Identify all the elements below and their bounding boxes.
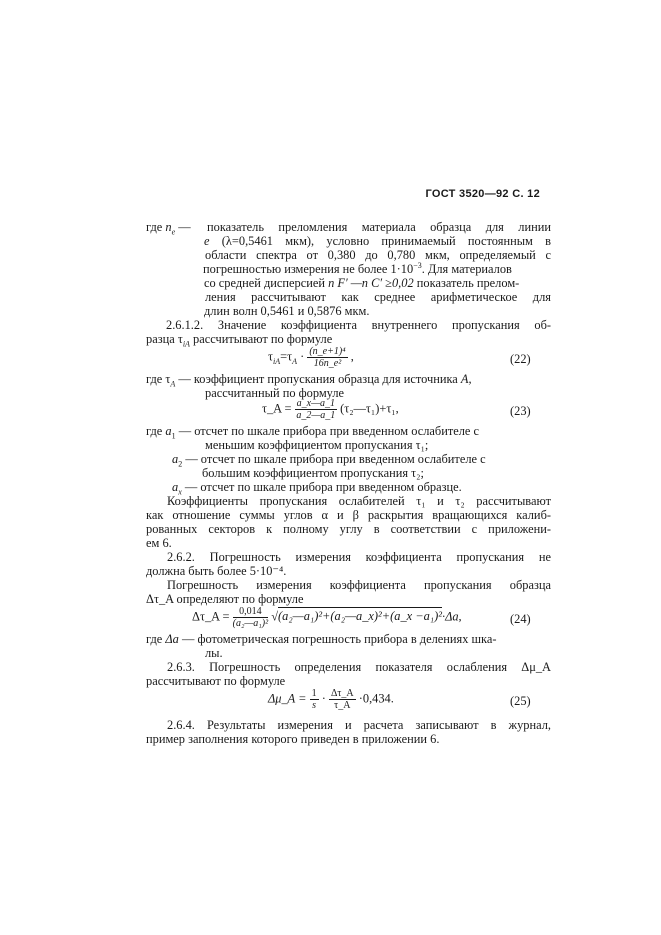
section-262-line-1: 2.6.2. Погрешность измерения коэффициента пропускания не [167, 550, 551, 564]
coeffs-line-1: Коэффициенты пропускания ослабителей τ₁ и τ₂ рассчитывают [167, 494, 551, 508]
where-ax-line-1: $a_x$ — отсчет по шкале прибора при введенном образце. [172, 480, 462, 497]
where-a1-line-1: где $a_1$ — отсчет по шкале прибора при введенном ослабителе с [146, 424, 480, 441]
section-2612-line-2: разца $\tau_{iA}$ рассчитывают по формуле [146, 332, 333, 349]
section-264-line-1: 2.6.4. Результаты измерения и расчета записывают в журнал, [167, 718, 551, 732]
where-ne-label: где $n_e$ — [146, 220, 191, 237]
section-262-line-3: Погрешность измерения коэффициента пропускания образца [167, 578, 551, 592]
coeffs-line-4: ем 6. [146, 536, 172, 550]
equation-25: Δμ_A = $\frac{1}{s}$ · $\frac{\Delta\tau\_A}{\tau\_A}$ ·0,434. [268, 688, 394, 711]
ne-line-6: ления рассчитывают как среднее арифметическое для [205, 290, 551, 304]
section-262-line-2: должна быть более 5·10⁻⁴. [146, 564, 287, 578]
sqrt-sign-icon: √ [271, 609, 279, 624]
section-2612-line-1: 2.6.1.2. Значение коэффициента внутреннего пропускания об- [166, 318, 551, 332]
equation-22: $\tau_{iA}=\tau_A$ · $\frac{\text{(n\_e+1)⁴}}{\text{16n\_e²}}$ , [268, 346, 354, 369]
ne-line-7: длин волн 0,5461 и 0,5876 мкм. [204, 304, 370, 318]
ne-line-2: e (λ=0,5461 мкм), условно принимаемый постоянным в [204, 234, 551, 248]
where-tauA-line-2: рассчитанный по формуле [205, 386, 345, 400]
equation-number-22: (22) [510, 352, 531, 366]
running-header: ГОСТ 3520—92 С. 12 [425, 188, 540, 200]
section-262-line-4: Δτ_A определяют по формуле [146, 592, 304, 606]
equation-number-25: (25) [510, 694, 531, 708]
ne-line-4: погрешностью измерения не более $1\cdot 10^{-3}$. Для материалов [203, 260, 512, 276]
coeffs-line-3: рованных секторов к полному углу в соответствии с приложени- [146, 522, 551, 536]
symbol-ne: $n_e$ [165, 220, 176, 237]
section-263-line-1: 2.6.3. Погрешность определения показателя ослабления Δμ_A [167, 660, 551, 674]
ne-line-5: со средней дисперсией n F′ —n C′ ≥0,02 показатель прелом- [204, 276, 520, 290]
equation-23: τ_A = $\frac{a\_x—a\_1}{a\_2—a\_1}$ (τ₂—τ₁)+τ₁, [262, 398, 399, 421]
section-264-line-2: пример заполнения которого приведен в приложении 6. [146, 732, 440, 746]
equation-number-23: (23) [510, 404, 531, 418]
ne-line-3: области спектра от 0,380 до 0,780 мкм, определяемый с [205, 248, 551, 262]
where-tauA-line-1: где $\tau_A$ — коэффициент пропускания образца для источника A, [146, 372, 472, 389]
ne-line-1: показатель преломления материала образца для линии [207, 220, 551, 234]
equation-24: Δτ_A = $\frac{0,014}{\text{(a₂—a₁)²}}$ √(a₂—a₁)²+(a₂—a_x)²+(a_x −a₁)²·Δa, [192, 606, 462, 629]
equation-number-24: (24) [510, 612, 531, 626]
coeffs-line-2: как отношение суммы углов α и β раскрытия вращающихся калиб- [146, 508, 551, 522]
where-a2-line-1: $a_2$ — отсчет по шкале прибора при введенном ослабителе с [172, 452, 486, 469]
where-a2-line-2: большим коэффициентом пропускания τ₂; [202, 466, 424, 480]
section-263-line-2: рассчитывают по формуле [146, 674, 286, 688]
where-a1-line-2: меньшим коэффициентом пропускания τ₁; [205, 438, 429, 452]
where-da-line-1: где Δa — фотометрическая погрешность прибора в делениях шка- [146, 632, 497, 646]
where-da-line-2: лы. [205, 646, 223, 660]
